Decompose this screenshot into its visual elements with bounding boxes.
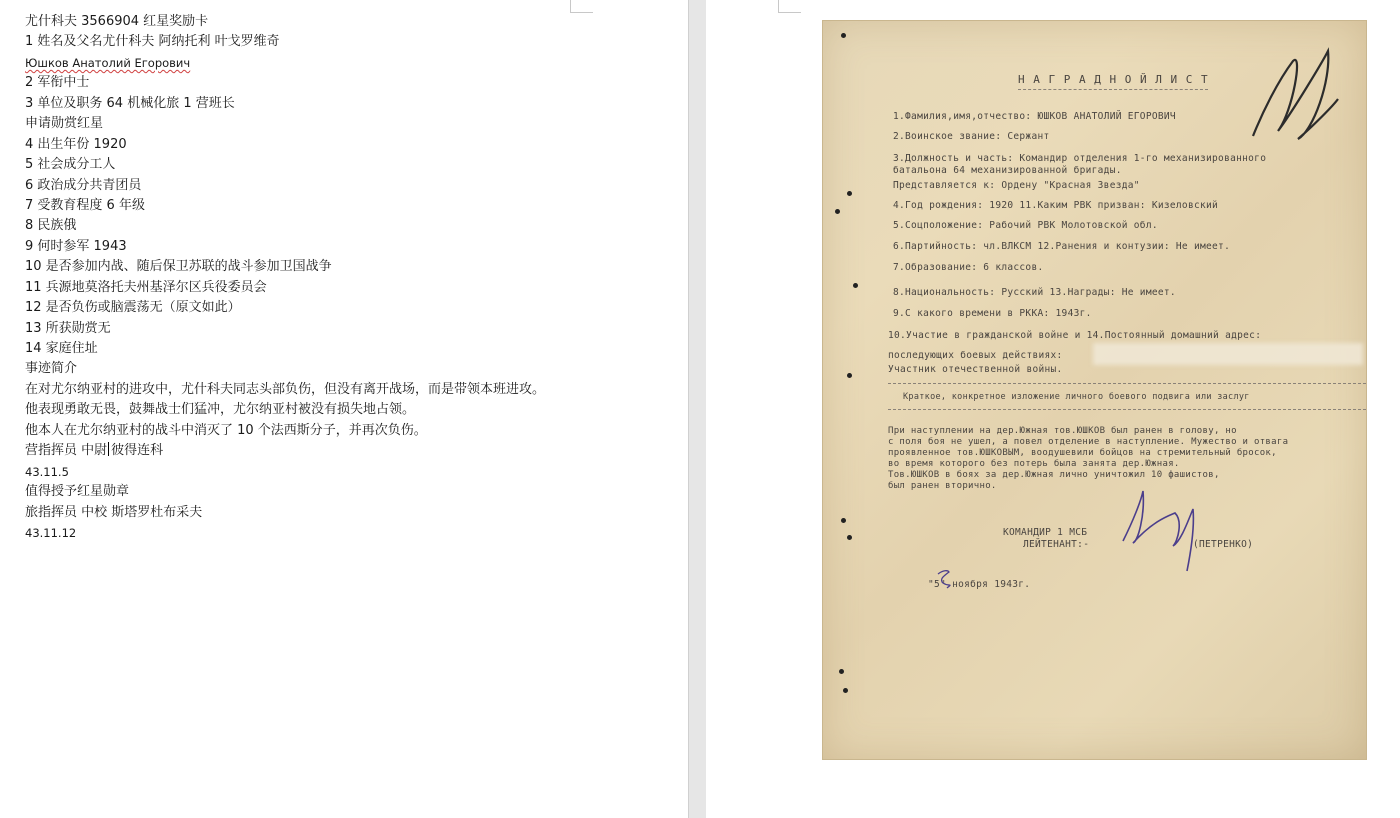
scan-row: 5.Соцположение: Рабочий РВК Молотовской обл. [893,220,1158,231]
page-gutter [688,0,706,818]
scan-rank: ЛЕЙТЕНАНТ:- [1023,539,1090,550]
doc-line-russian-name [25,53,675,73]
scan-summary-header: Краткое, конкретное изложение личного боевого подвига или заслуг [903,392,1250,402]
crop-mark [778,0,801,13]
doc-line-with-cursor [25,441,675,461]
scan-signed-name: (ПЕТРЕНКО) [1193,539,1254,550]
scan-body-line: проявленное тов.ЮШКОВЫМ, воодушевили бойцов на стремительный бросок, [888,448,1277,458]
doc-line: 尤什科夫 3566904 红星奖励卡 [25,14,209,29]
scan-title: Н А Г Р А Д Н О Й Л И С Т [1018,73,1209,86]
doc-line: 他表现勇敢无畏，鼓舞战士们猛冲，尤尔纳亚村被没有损失地占领。 [25,402,416,418]
scan-commander: КОМАНДИР 1 МСБ [1003,527,1088,538]
scan-row: 10.Участие в гражданской войне и 14.Постоянный домашний адрес: [888,330,1262,341]
scan-body-line: во время которого без потерь была занята дер.Южная. [888,459,1180,469]
doc-line: 8 民族俄 [25,218,77,234]
doc-line: 5 社会成分工人 [25,157,116,173]
doc-line: 4 出生年份 1920 [25,136,127,152]
doc-line: 11 兵源地莫洛托夫州基泽尔区兵役委员会 [25,279,267,295]
page-divider [688,0,689,818]
doc-line: 旅指挥员 中校 斯塔罗杜布采夫 [25,504,203,520]
doc-line: 3 单位及职务 64 机械化旅 1 营班长 [25,95,235,111]
scan-row: 1.Фамилия,имя,отчество: ЮШКОВ АНАТОЛИЙ ЕГОРОВИЧ [893,111,1176,122]
scan-row: Участник отечественной войны. [888,364,1063,375]
signature-ink [823,21,1366,759]
scan-row: 6.Партийность: чл.ВЛКСМ 12.Ранения и контузии: Не имеет. [893,241,1231,252]
doc-line: 在对尤尔纳亚村的进攻中，尤什科夫同志头部负伤，但没有离开战场，而是带领本班进攻。 [25,381,546,397]
scan-row: 7.Образование: 6 классов. [893,262,1044,273]
scan-row: 8.Национальность: Русский 13.Награды: Не имеет. [893,287,1176,298]
doc-text-segment: 彼得连科 [111,443,164,459]
scan-row: последующих боевых действиях: [888,350,1063,361]
doc-line: 14 家庭住址 [25,341,98,356]
scan-body-line: При наступлении на дер.Южная тов.ЮШКОВ был ранен в голову, но [888,426,1237,436]
doc-line: 他本人在尤尔纳亚村的战斗中消灭了 10 个法西斯分子，并再次负伤。 [25,422,427,438]
signature-stroke-top [1253,51,1338,139]
text-cursor [108,442,109,456]
scan-body-line: был ранен вторично. [888,481,997,491]
doc-line: 2 军衔中士 [25,75,90,91]
doc-line: 6 政治成分共青团员 [25,177,142,193]
scan-body-line: Тов.ЮШКОВ в боях за дер.Южная лично уничтожил 10 фашистов, [888,470,1220,480]
doc-line: 10 是否参加内战、随后保卫苏联的战斗参加卫国战争 [25,259,332,275]
doc-line: 事迹简介 [25,361,78,377]
doc-line: 13 所获勋赏无 [25,320,111,336]
doc-line: 7 受教育程度 6 年级 [25,197,145,213]
doc-line: 9 何时参军 1943 [25,238,127,254]
scan-body-line: с поля боя не ушел, а повел отделение в наступление. Мужество и отвага [888,437,1289,447]
doc-line: 43.11.12 [25,525,77,540]
spellcheck-underlined-text[interactable]: Юшков Анатолий Егорович [25,55,191,70]
document-body[interactable] [25,12,675,543]
date-handwritten-5 [938,571,950,588]
doc-text-segment: 营指挥员 中尉 [25,443,108,459]
scan-row: 2.Воинское звание: Сержант [893,131,1050,142]
scanned-award-sheet-image[interactable] [823,21,1366,759]
doc-line: 值得授予红星勋章 [25,484,130,500]
scan-row: 9.С какого времени в РККА: 1943г. [893,308,1092,319]
scan-date: "5" ноября 1943г. [928,579,1031,590]
doc-line: 申请勋赏红星 [25,116,104,132]
signature-stroke-bottom [1123,491,1193,571]
doc-line: 1 姓名及父名尤什科夫 阿纳托利 叶戈罗维奇 [25,34,280,50]
scan-row: 4.Год рождения: 1920 11.Каким РВК призван: Кизеловский [893,200,1219,211]
doc-line: 43.11.5 [25,464,69,479]
scan-row: Представляется к: Ордену "Красная Звезда" [893,180,1140,191]
scan-row: батальона 64 механизированной бригады. [893,165,1122,176]
doc-line: 12 是否负伤或脑震荡无（原文如此） [25,300,241,316]
scan-row: 3.Должность и часть: Командир отделения 1-го механизированного [893,153,1267,164]
